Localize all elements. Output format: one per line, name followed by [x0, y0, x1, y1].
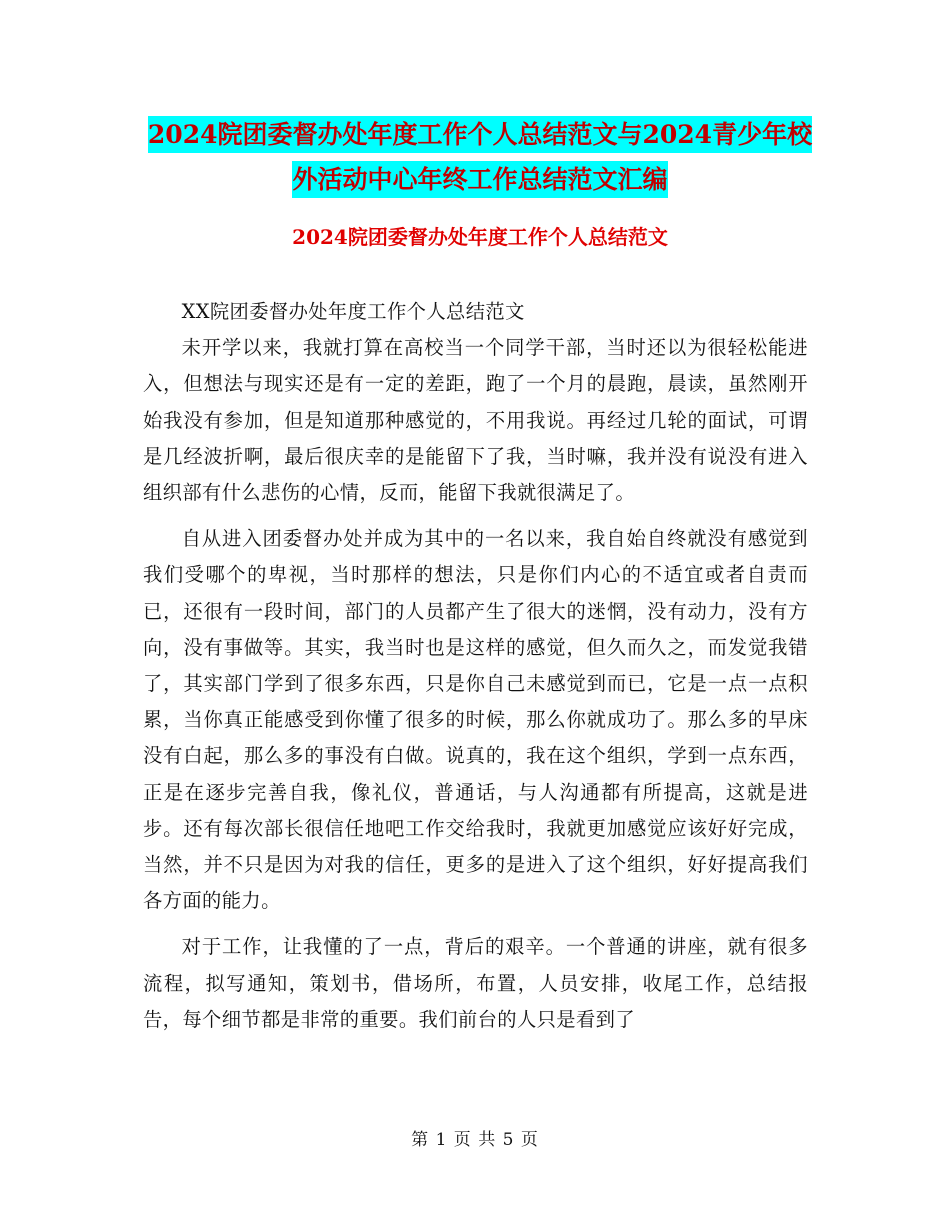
- section-subtitle: 2024院团委督办处年度工作个人总结范文: [292, 225, 668, 249]
- paragraph: 自从进入团委督办处并成为其中的一名以来，我自始自终就没有感觉到我们受哪个的卑视，当时那样的想法，只是你们内心的不适宜或者自责而已，还很有一段时间，部门的人员都产生了很大的迷惘，没有动力，没有方向，没有事做等。其实，我当时也是这样的感觉，但久而久之，而发觉我错了，其实部门学到了很多东西，只是你自己未感觉到而已，它是一点一点积累，当你真正能感受到你懂了很多的时候，那么你就成功了。那么多的早床没有白起，那么多的事没有白做。说真的，我在这个组织，学到一点东西，正是在逐步完善自我，像礼仪，普通话，与人沟通都有所提高，这就是进步。还有每次部长很信任地吧工作交给我时，我就更加感觉应该好好完成，当然，并不只是因为对我的信任，更多的是进入了这个组织，好好提高我们各方面的能力。: [143, 527, 808, 913]
- page-footer: 第 1 页 共 5 页: [411, 1130, 539, 1150]
- paragraph: 对于工作，让我懂的了一点，背后的艰辛。一个普通的讲座，就有很多流程，拟写通知，策划书，借场所，布置，人员安排，收尾工作，总结报告，每个细节都是非常的重要。我们前台的人只是看到了: [143, 935, 808, 1031]
- main-title-highlight: 2024院团委督办处年度工作个人总结范文与2024青少年校外活动中心年终工作总结范文汇编: [148, 116, 812, 198]
- paragraph-heading: XX院团委督办处年度工作个人总结范文: [181, 300, 525, 323]
- document-body: [143, 294, 808, 1038]
- paragraph: 未开学以来，我就打算在高校当一个同学干部，当时还以为很轻松能进入，但想法与现实还是有一定的差距，跑了一个月的晨跑，晨读，虽然刚开始我没有参加，但是知道那种感觉的，不用我说。再经过几轮的面试，可谓是几经波折啊，最后很庆幸的是能留下了我，当时嘛，我并没有说没有进入组织部有什么悲伤的心情，反而，能留下我就很满足了。: [143, 336, 808, 505]
- document-main-title: [140, 112, 820, 202]
